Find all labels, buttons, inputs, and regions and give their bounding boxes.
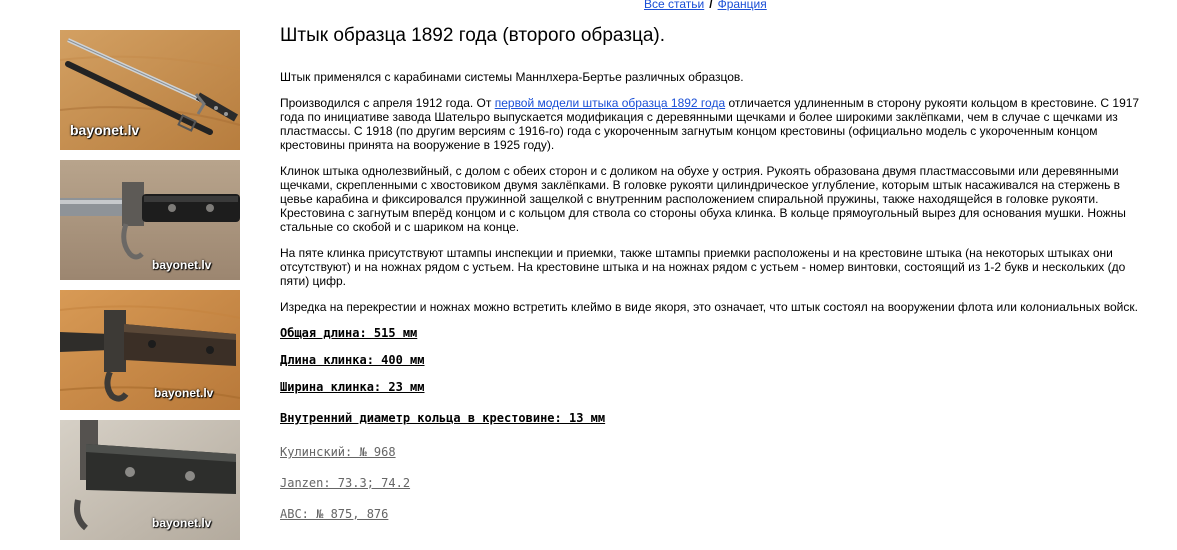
spec-ring-diameter: Внутренний диаметр кольца в крестовине: 13 мм (280, 411, 606, 425)
spec-total-length: Общая длина: 515 мм (280, 326, 418, 340)
photo-watermark: bayonet.lv (152, 258, 212, 272)
article-markings-paragraph: На пяте клинка присутствуют штампы инспекции и приемки, также штампы приемки расположены и на крестовине штыка (на некоторых штыках они отсутствуют) и на ножнах рядом с устьем. На крестовине штыка и на ножнах рядом с устьем - номер винтовки, состоящий из 1-2 букв и нескольких (до пяти) цифр. (280, 246, 1126, 288)
article (280, 24, 1140, 538)
article-anchor-paragraph: Изредка на перекрестии и ножнах можно встретить клеймо в виде якоря, это означает, что штык состоял на вооружении флота или колониальных войск. (280, 300, 1138, 314)
reference-kulinsky[interactable]: Кулинский: № 968 (280, 445, 396, 459)
spec-blade-width: Ширина клинка: 23 мм (280, 380, 425, 394)
reference-janzen[interactable]: Janzen: 73.3; 74.2 (280, 476, 411, 490)
article-description-paragraph: Клинок штыка однолезвийный, с долом с обеих сторон и с доликом на обухе у острия. Рукоять образована двумя пластмассовыми или деревянными щечками, скрепленными с хвостовиком двумя заклёпками. В головке рукояти цилиндрическое углубление, которым штык насаживался на стержень в цевье карабина и фиксировался пружинной защелкой с внутренним расположением спиральной пружины, также находящейся в головке рукояти. Крестовина с загнутым вперёд концом и с кольцом для ствола со стороны обуха клинка. В кольце прямоугольный вырез для основания мушки. Ножны стальные со скобой и с шариком на конце. (280, 164, 1126, 234)
breadcrumb-country-link[interactable]: Франция (717, 0, 767, 11)
article-intro: Штык применялся с карабинами системы Маннлхера-Бертье различных образцов. (280, 70, 744, 84)
photo-bayonet-with-scabbard[interactable] (60, 30, 240, 150)
production-text-before: Производился с апреля 1912 года. От (280, 96, 495, 110)
photo-watermark: bayonet.lv (154, 386, 214, 400)
photo-watermark: bayonet.lv (70, 122, 140, 138)
spec-blade-length: Длина клинка: 400 мм (280, 353, 425, 367)
breadcrumb-all-articles-link[interactable]: Все статьи (644, 0, 705, 11)
photo-watermark: bayonet.lv (152, 516, 212, 530)
first-model-link[interactable]: первой модели штыка образца 1892 года (494, 96, 726, 110)
article-production-paragraph (280, 96, 1140, 152)
photo-bayonet-hilt-short-guard-image (60, 420, 240, 540)
breadcrumb-separator: / (709, 0, 713, 11)
photo-bayonet-hilt-short-guard[interactable] (60, 420, 240, 540)
photo-bayonet-hilt-closeup-image (60, 160, 240, 280)
article-title: Штык образца 1892 года (второго образца). (280, 25, 666, 46)
breadcrumb (644, 0, 767, 12)
photo-bayonet-hilt-closeup[interactable] (60, 160, 240, 280)
photo-bayonet-crossguard-wood[interactable] (60, 290, 240, 410)
reference-abc[interactable]: ABC: № 875, 876 (280, 507, 389, 521)
production-text-after: отличается удлиненным в сторону рукояти кольцом в крестовине. С 1917 года по инициативе завода Шательро выпускается модификация с деревянными щечками и более широкими заклёпками, чем в случае с щечками из пластмассы. С 1918 (по другим версиям с 1916-го) года с укороченным загнутым концом крестовины (официально модель с укороченным концом крестовины принята на вооружение в 1925 году). (280, 96, 1140, 152)
photo-column (60, 30, 240, 550)
